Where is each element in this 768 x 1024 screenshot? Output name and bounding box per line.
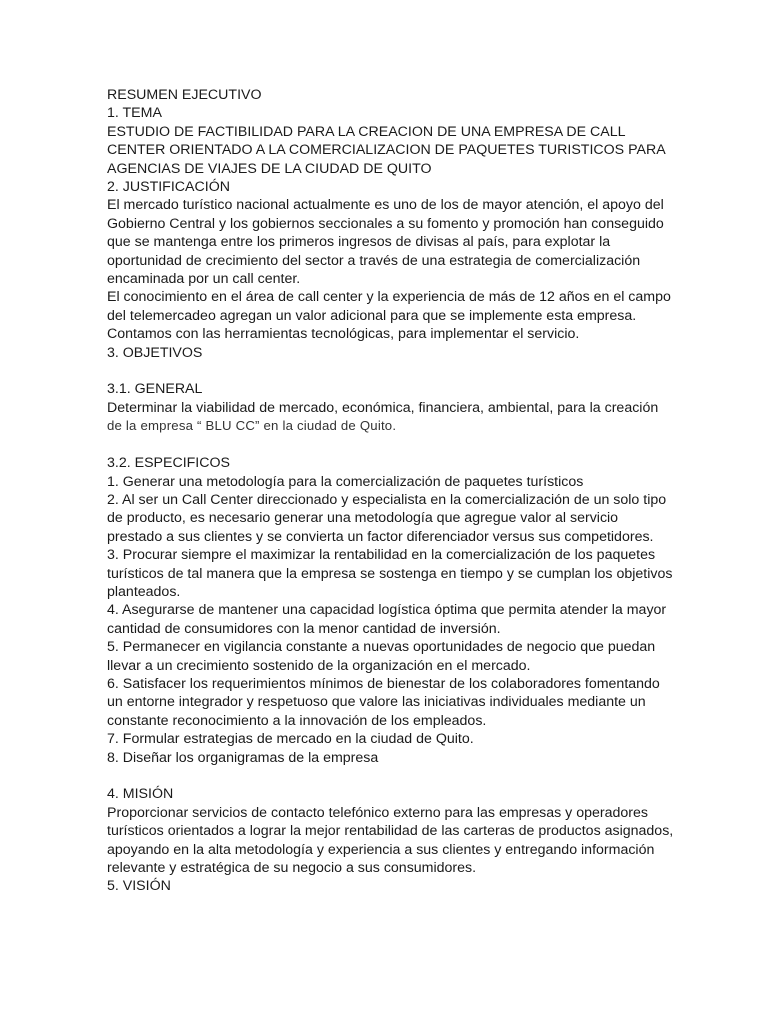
blank-line xyxy=(107,362,667,380)
blank-line xyxy=(107,767,667,785)
section-title-tema: 1. TEMA xyxy=(107,105,162,122)
section-title-vision: 5. VISIÓN xyxy=(107,878,171,895)
document-page xyxy=(107,86,674,896)
justificacion-line: que se mantenga entre los primeros ingresos de divisas al país, para explotar la xyxy=(107,234,611,251)
especificos-line: de producto, es necesario generar una metodología que agregue valor al servicio xyxy=(107,510,619,527)
especificos-line: turísticos de tal manera que la empresa se sostenga en tiempo y se cumplan los objetivos xyxy=(107,565,673,582)
especificos-line: 5. Permanecer en vigilancia constante a nuevas oportunidades de negocio que puedan xyxy=(107,639,656,656)
especificos-line: constante reconocimiento a la innovación de los empleados. xyxy=(107,712,487,729)
especificos-line: 7. Formular estrategias de mercado en la ciudad de Quito. xyxy=(107,731,474,748)
mision-line: apoyando en la alta metodología y experiencia a sus clientes y entregando información xyxy=(107,841,655,858)
justificacion-line: del telemercadeo agregan un valor adicional para que se implemente esta empresa. xyxy=(107,307,637,324)
section-title-objetivos: 3. OBJETIVOS xyxy=(107,344,203,361)
especificos-line: planteados. xyxy=(107,583,181,600)
justificacion-line: El mercado turístico nacional actualmente es uno de los de mayor atención, el apoyo del xyxy=(107,197,664,214)
tema-line: CENTER ORIENTADO A LA COMERCIALIZACION DE PAQUETES TURISTICOS PARA xyxy=(107,142,666,159)
justificacion-line: Gobierno Central y los gobiernos seccionales a su fomento y promoción han conseguido xyxy=(107,215,664,232)
especificos-line: llevar a un crecimiento sostenido de la organización en el mercado. xyxy=(107,657,531,674)
mision-line: relevante y estratégica de su negocio a sus consumidores. xyxy=(107,860,477,877)
blank-line xyxy=(107,436,667,454)
justificacion-line: encaminada por un call center. xyxy=(107,271,301,288)
justificacion-line: El conocimiento en el área de call center y la experiencia de más de 12 años en el campo xyxy=(107,289,671,306)
mision-line: Proporcionar servicios de contacto telefónico externo para las empresas y operadores xyxy=(107,804,648,821)
justificacion-line: Contamos con las herramientas tecnológicas, para implementar el servicio. xyxy=(107,326,580,343)
especificos-line: 2. Al ser un Call Center direccionado y especialista en la comercialización de un solo tipo xyxy=(107,491,667,508)
justificacion-line: oportunidad de crecimiento del sector a través de una estrategia de comercialización xyxy=(107,252,641,269)
tema-line: ESTUDIO DE FACTIBILIDAD PARA LA CREACION DE UNA EMPRESA DE CALL xyxy=(107,123,626,140)
especificos-line: 3. Procurar siempre el maximizar la rentabilidad en la comercialización de los paquetes xyxy=(107,547,656,564)
tema-line: AGENCIAS DE VIAJES DE LA CIUDAD DE QUITO xyxy=(107,160,432,177)
especificos-line: 8. Diseñar los organigramas de la empresa xyxy=(107,749,379,766)
especificos-line: 4. Asegurarse de mantener una capacidad logística óptima que permita atender la mayor xyxy=(107,602,667,619)
especificos-line: prestado a sus clientes y se convierta un factor diferenciador versus sus competidores. xyxy=(107,528,654,545)
subsection-title-especificos: 3.2. ESPECIFICOS xyxy=(107,455,230,472)
section-title-justificacion: 2. JUSTIFICACIÓN xyxy=(107,179,230,196)
especificos-line: 6. Satisfacer los requerimientos mínimos de bienestar de los colaboradores fomentando xyxy=(107,675,660,692)
general-line: de la empresa “ BLU CC” en la ciudad de Quito. xyxy=(107,418,397,434)
especificos-line: cantidad de consumidores con la menor cantidad de inversión. xyxy=(107,620,501,637)
subsection-title-general: 3.1. GENERAL xyxy=(107,381,203,398)
especificos-line: un entorne integrador y respetuoso que valore las iniciativas individuales mediante un xyxy=(107,694,646,711)
section-title-mision: 4. MISIÓN xyxy=(107,786,174,803)
general-line: Determinar la viabilidad de mercado, económica, financiera, ambiental, para la creación xyxy=(107,399,659,416)
document-heading: RESUMEN EJECUTIVO xyxy=(107,87,262,103)
especificos-line: 1. Generar una metodología para la comercialización de paquetes turísticos xyxy=(107,473,584,490)
mision-line: turísticos orientados a lograr la mejor rentabilidad de las carteras de productos asignados, xyxy=(107,823,674,840)
